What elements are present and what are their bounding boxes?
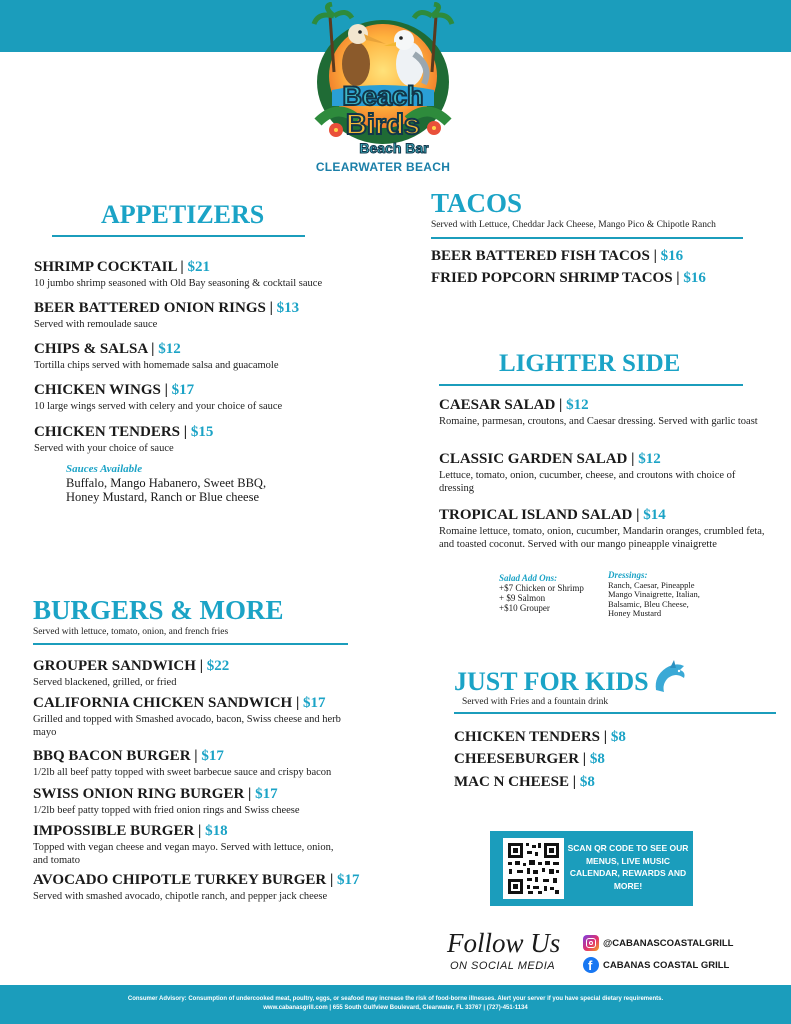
dressing-line: Ranch, Caesar, Pineapple <box>608 579 695 590</box>
sauces-line: Buffalo, Mango Habanero, Sweet BBQ, <box>66 476 267 490</box>
menu-item: FRIED POPCORN SHRIMP TACOS | $16 <box>431 270 706 286</box>
facebook-link[interactable] <box>583 957 729 973</box>
dressings-heading: Dressings: <box>608 570 648 580</box>
follow-us-heading: Follow Us <box>447 928 561 958</box>
instagram-handle: @CABANASCOASTALGRILL <box>603 937 734 949</box>
menu-item: BBQ BACON BURGER | $17 1/2lb all beef patty topped with sweet barbecue sauce and crispy bacon <box>33 748 332 778</box>
kids-title: JUST FOR KIDS <box>454 667 649 696</box>
addon-line: +$7 Chicken or Shrimp <box>499 583 584 593</box>
instagram-link[interactable] <box>583 935 733 951</box>
appetizers-title: APPETIZERS <box>101 200 265 229</box>
facebook-icon: f <box>583 957 599 973</box>
qr-promo-box <box>490 831 693 906</box>
dressing-line: Balsamic, Bleu Cheese, <box>608 598 689 609</box>
menu-item: IMPOSSIBLE BURGER | $18 Topped with vegan cheese and vegan mayo. Served with lettuce, onion, and tomato <box>33 823 334 866</box>
dressing-line: Honey Mustard <box>608 608 662 618</box>
beach-birds-logo <box>308 2 458 174</box>
footer-bar <box>0 985 791 1024</box>
menu-item: SWISS ONION RING BURGER | $17 1/2lb beef patty topped with fried onion rings and Swiss cheese <box>33 786 300 816</box>
qr-code[interactable] <box>503 838 564 899</box>
menu-item: CALIFORNIA CHICKEN SANDWICH | $17 Grilled and topped with Smashed avocado, bacon, Swiss cheese and herb mayo <box>33 695 341 738</box>
logo-text-birds: Birds <box>345 109 421 141</box>
burgers-title: BURGERS & MORE <box>33 595 284 625</box>
burgers-subtitle: Served with lettuce, tomato, onion, and french fries <box>33 627 229 637</box>
on-social-media-label: ON SOCIAL MEDIA <box>450 960 556 972</box>
appetizers-rule <box>52 235 305 237</box>
menu-item: BEER BATTERED FISH TACOS | $16 <box>431 248 684 264</box>
sauces-heading: Sauces Available <box>66 463 143 475</box>
addon-line: +$10 Grouper <box>499 603 550 613</box>
kids-subtitle: Served with Fries and a fountain drink <box>462 697 609 707</box>
menu-item: CHICKEN WINGS | $17 10 large wings served with celery and your choice of sauce <box>34 382 283 412</box>
dressing-line: Mango Vinaigrette, Italian, <box>608 589 700 599</box>
tacos-title: TACOS <box>431 188 523 218</box>
sauces-line: Honey Mustard, Ranch or Blue cheese <box>66 490 259 504</box>
menu-item: CHEESEBURGER | $8 <box>454 751 605 767</box>
menu-item: BEER BATTERED ONION RINGS | $13 Served with remoulade sauce <box>34 300 300 330</box>
menu-item: TROPICAL ISLAND SALAD | $14 Romaine lettuce, tomato, onion, cucumber, Mandarin oranges, crumbled feta, and toasted coconut. Served with our mango pineapple vinaigrette <box>439 507 765 550</box>
consumer-advisory: Consumer Advisory: Consumption of undercooked meat, poultry, eggs, or seafood may increase the risk of food-borne illnesses. Alert your server if you have special dietary requirements. <box>127 996 664 1002</box>
dolphin-icon <box>650 658 690 698</box>
qr-promo-text: SCAN QR CODE TO SEE OUR MENUS, LIVE MUSIC CALENDAR, REWARDS AND MORE! <box>567 843 689 891</box>
menu-item: MAC N CHEESE | $8 <box>454 774 595 790</box>
logo-text-beach: Beach <box>342 81 424 111</box>
sauces-box <box>66 462 266 504</box>
menu-item: AVOCADO CHIPOTLE TURKEY BURGER | $17 Served with smashed avocado, chipotle ranch, and pepper jack cheese <box>33 872 360 902</box>
addon-line: + $9 Salmon <box>499 593 546 603</box>
menu-item: GROUPER SANDWICH | $22 Served blackened, grilled, or fried <box>33 658 230 688</box>
lighter-side-rule <box>439 384 743 386</box>
instagram-icon <box>583 935 599 951</box>
footer-address: www.cabanasgrill.com | 655 South Gulfview Boulevard, Clearwater, FL 33767 | (727)-451-1134 <box>263 1005 528 1011</box>
tacos-rule <box>431 237 743 239</box>
menu-item: SHRIMP COCKTAIL | $21 10 jumbo shrimp seasoned with Old Bay seasoning & cocktail sauce <box>34 259 323 289</box>
lighter-side-title: LIGHTER SIDE <box>499 350 681 377</box>
menu-item: CAESAR SALAD | $12 Romaine, parmesan, croutons, and Caesar dressing. Served with garlic toast <box>439 397 758 427</box>
burgers-rule <box>33 643 348 645</box>
salad-dressings <box>608 571 700 619</box>
tacos-subtitle: Served with Lettuce, Cheddar Jack Cheese, Mango Pico & Chipotle Ranch <box>431 220 716 230</box>
menu-item: CHICKEN TENDERS | $8 <box>454 729 626 745</box>
menu-item: CHICKEN TENDERS | $15 Served with your choice of sauce <box>34 424 214 454</box>
menu-item: CHIPS & SALSA | $12 Tortilla chips served with homemade salsa and guacamole <box>34 341 279 371</box>
logo-text-beach-bar: Beach Bar <box>359 140 429 156</box>
kids-rule <box>454 712 776 714</box>
facebook-name: CABANAS COASTAL GRILL <box>603 959 730 971</box>
salad-addons <box>499 573 584 613</box>
addons-heading: Salad Add Ons: <box>499 573 558 583</box>
menu-item: CLASSIC GARDEN SALAD | $12 Lettuce, tomato, onion, cucumber, cheese, and croutons with choice of dressing <box>439 451 736 494</box>
logo-location: CLEARWATER BEACH <box>315 160 451 174</box>
